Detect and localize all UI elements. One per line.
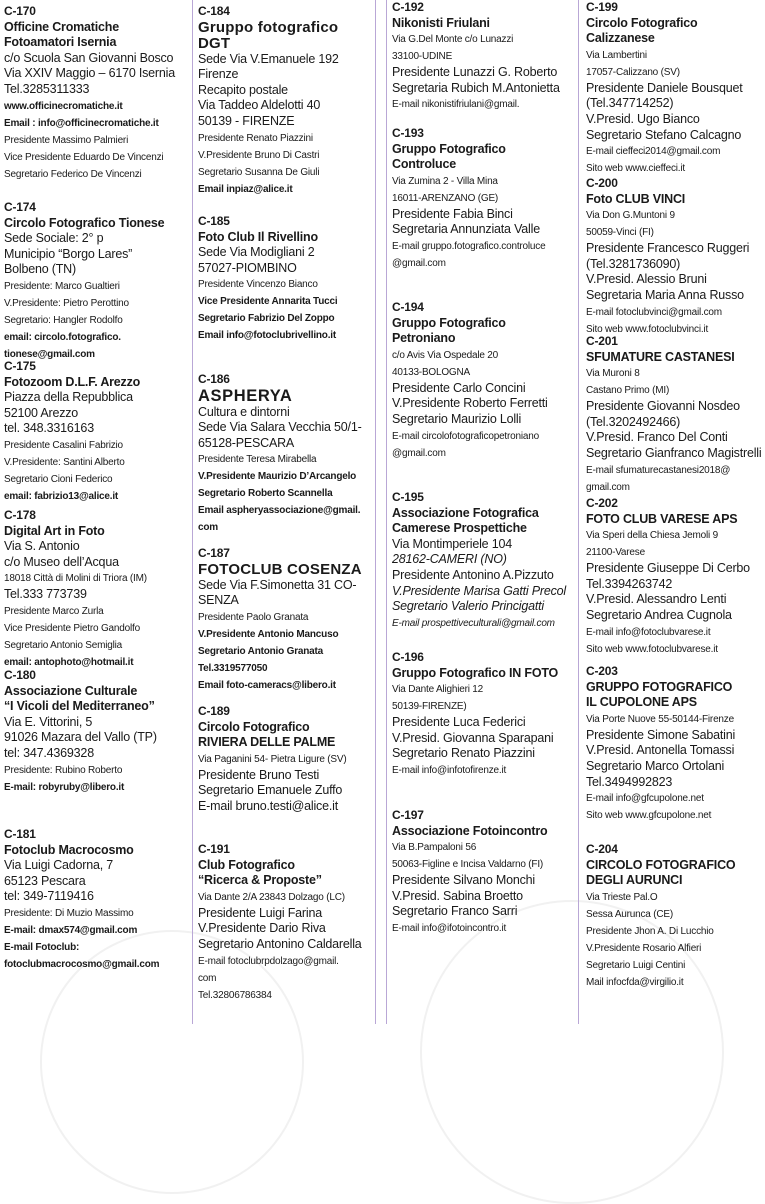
club-info-line: Presidente Marco Zurla (4, 605, 104, 617)
club-code: C-181 (4, 827, 36, 841)
club-info-line: Vice Presidente Annarita Tucci (198, 296, 338, 308)
club-code: C-191 (198, 842, 230, 856)
club-code: C-170 (4, 4, 36, 18)
directory-column-1 (4, 0, 190, 1024)
club-entry (198, 546, 373, 694)
club-entry (392, 300, 576, 462)
club-info-line: Presidente: Marco Gualtieri (4, 280, 120, 292)
club-info-line: V.Presidente Rosario Alfieri (586, 942, 702, 954)
club-info-line: tel: 349-7119416 (4, 889, 94, 904)
club-info-line: Via B.Pampaloni 56 (392, 842, 477, 854)
club-info-line: Segretario Marco Ortolani (586, 758, 725, 773)
club-info-line: tel: 347.4369328 (4, 745, 94, 760)
club-info-line: E-mail info@ifotoincontro.it (392, 922, 507, 934)
club-entry (4, 359, 190, 505)
club-info-line: Presidente Luca Federici (392, 715, 526, 730)
club-info-line: Club Fotografico (198, 857, 295, 872)
club-info-line: tel. 348.3316163 (4, 421, 94, 436)
club-entry (4, 4, 190, 183)
club-entry (198, 214, 373, 344)
club-info-line: Vice Presidente Eduardo De Vincenzi (4, 151, 164, 163)
club-info-line: Via G.Del Monte c/o Lunazzi (392, 34, 514, 46)
club-info-line: Segretario: Hangler Rodolfo (4, 314, 123, 326)
club-info-line: 17057-Calizzano (SV) (586, 66, 680, 78)
club-info-line: Gruppo Fotografico (392, 315, 506, 330)
club-info-line: “I Vicoli del Mediterraneo” (4, 699, 155, 714)
column-divider (375, 0, 376, 1024)
club-info-line: Presidente Lunazzi G. Roberto (392, 65, 558, 80)
club-info-line: Sito web www.cieffeci.it (586, 163, 685, 175)
club-info-line: 50059-Vinci (FI) (586, 227, 654, 239)
club-info-line: Presidente Massimo Palmieri (4, 134, 129, 146)
club-code: C-201 (586, 334, 618, 348)
club-code: C-187 (198, 546, 230, 560)
club-entry (586, 842, 764, 991)
club-info-line: RIVIERA DELLE PALME (198, 735, 336, 750)
club-code: C-204 (586, 842, 618, 856)
club-info-line: Presidente Paolo Granata (198, 611, 309, 623)
club-info-line: 91026 Mazara del Vallo (TP) (4, 730, 157, 745)
club-info-line: IL CUPOLONE APS (586, 695, 697, 710)
club-code: C-200 (586, 176, 618, 190)
club-info-line: Castano Primo (MI) (586, 385, 670, 397)
club-info-line: Petroniano (392, 331, 456, 346)
club-entry (4, 508, 190, 671)
club-code: C-203 (586, 664, 618, 678)
club-info-line: 50063-Figline e Incisa Valdarno (FI) (392, 859, 544, 871)
club-entry (198, 372, 373, 536)
club-info-line: E-mail sfumaturecastanesi2018@ (586, 464, 731, 476)
club-info-line: FOTO CLUB VARESE APS (586, 511, 738, 526)
club-info-line: (Tel.3281736090) (586, 256, 681, 271)
club-info-line: Via E. Vittorini, 5 (4, 714, 93, 729)
club-info-line: com (198, 972, 217, 984)
club-info-line: 40133-BOLOGNA (392, 366, 470, 378)
club-info-line: Bolbeno (TN) (4, 262, 76, 277)
club-entry (392, 808, 576, 937)
club-info-line: E-mail prospettiveculturali@gmail.com (392, 617, 555, 629)
club-info-line: 65123 Pescara (4, 873, 86, 888)
club-info-line: E-mail: robyruby@libero.it (4, 781, 125, 793)
club-info-line: Presidente Fabia Binci (392, 206, 513, 221)
club-info-line: gmail.com (586, 481, 630, 493)
club-code: C-180 (4, 668, 36, 682)
club-code: C-196 (392, 650, 424, 664)
club-info-line: Segretaria Maria Anna Russo (586, 287, 744, 302)
club-info-line: Via Dante 2/A 23843 Dolzago (LC) (198, 891, 345, 903)
club-info-line: V.Presidente Marisa Gatti Precol (392, 583, 566, 598)
club-info-line: Tel.3394263742 (586, 576, 673, 591)
club-info-line: Foto Club Il Rivellino (198, 229, 318, 244)
club-info-line: E-mail bruno.testi@alice.it (198, 798, 338, 813)
club-info-line: Sito web www.fotoclubvarese.it (586, 643, 718, 655)
club-info-line: Via Paganini 54- Pietra Ligure (SV) (198, 753, 347, 765)
club-info-line: Sede Via F.Simonetta 31 CO- (198, 577, 357, 592)
club-info-line: c/o Scuola San Giovanni Bosco (4, 50, 174, 65)
club-info-line: SFUMATURE CASTANESI (586, 349, 735, 364)
club-info-line: com (198, 522, 218, 534)
club-info-line: Calizzanese (586, 31, 655, 46)
club-info-line: V.Presid. Giovanna Sparapani (392, 730, 554, 745)
club-info-line: Sito web www.gfcupolone.net (586, 810, 712, 822)
club-info-line: E-mail fotoclubrpdolzago@gmail. (198, 955, 339, 967)
club-info-line: Circolo Fotografico (586, 15, 698, 30)
club-info-line: Via Luigi Cadorna, 7 (4, 858, 114, 873)
club-info-line: Via Don G.Muntoni 9 (586, 210, 675, 222)
club-info-line: V.Presid. Sabina Broetto (392, 888, 523, 903)
club-info-line: Segretario Gianfranco Magistrelli (586, 445, 762, 460)
club-info-line: Municipio “Borgo Lares” (4, 246, 133, 261)
club-info-line: Fotoclub Macrocosmo (4, 842, 134, 857)
club-info-line: Segretario Antonino Caldarella (198, 936, 362, 951)
club-info-line: Segretaria Annunziata Valle (392, 222, 540, 237)
club-info-line: 65128-PESCARA (198, 435, 295, 450)
club-info-line: SENZA (198, 593, 239, 608)
club-info-line: E-mail info@infotofirenze.it (392, 764, 507, 776)
club-info-line: DEGLI AURUNCI (586, 873, 683, 888)
club-info-line: ASPHERYA (198, 386, 293, 405)
club-info-line: CIRCOLO FOTOGRAFICO (586, 857, 736, 872)
club-info-line: Segretaria Rubich M.Antonietta (392, 80, 560, 95)
club-entry (586, 176, 764, 338)
club-info-line: V.Presid. Ugo Bianco (586, 111, 700, 126)
club-info-line: 33100-UDINE (392, 51, 453, 63)
club-info-line: (Tel.347714252) (586, 96, 674, 111)
club-info-line: Presidente Luigi Farina (198, 905, 322, 920)
club-code: C-194 (392, 300, 424, 314)
club-entry (392, 650, 576, 779)
club-info-line: tionese@gmail.com (4, 348, 95, 360)
club-info-line: Email info@fotoclubrivellino.it (198, 330, 336, 342)
club-info-line: Tel.3285311333 (4, 81, 90, 96)
club-info-line: (Tel.3202492466) (586, 414, 681, 429)
club-code: C-186 (198, 372, 230, 386)
club-info-line: Associazione Culturale (4, 683, 138, 698)
club-info-line: fotoclubmacrocosmo@gmail.com (4, 958, 160, 970)
club-info-line: E-mail circolofotograficopetroniano (392, 430, 539, 442)
club-code: C-178 (4, 508, 36, 522)
club-entry (392, 490, 576, 632)
club-info-line: Sede Sociale: 2° p (4, 231, 104, 246)
club-entry (586, 334, 764, 496)
club-info-line: Segretario Federico De Vincenzi (4, 168, 142, 180)
column-divider (578, 0, 579, 1024)
column-divider (386, 0, 387, 1024)
club-code: C-202 (586, 496, 618, 510)
club-code: C-199 (586, 0, 618, 14)
club-info-line: V.Presidente Maurizio D’Arcangelo (198, 471, 357, 483)
club-info-line: 21100-Varese (586, 547, 645, 559)
club-info-line: E-mail cieffeci2014@gmail.com (586, 146, 721, 158)
club-info-line: Via S. Antonio (4, 539, 80, 554)
club-info-line: email: antophoto@hotmail.it (4, 656, 134, 668)
club-info-line: E-mail fotoclubvinci@gmail.com (586, 306, 722, 318)
club-info-line: Vice Presidente Pietro Gandolfo (4, 622, 140, 634)
club-info-line: Presidente Giovanni Nosdeo (586, 399, 740, 414)
club-info-line: c/o Museo dell’Acqua (4, 554, 119, 569)
club-info-line: Segretario Antonio Semiglia (4, 639, 123, 651)
club-info-line: Piazza della Repubblica (4, 390, 133, 405)
club-info-line: Presidente Simone Sabatini (586, 727, 736, 742)
club-info-line: V.Presid. Antonella Tomassi (586, 743, 735, 758)
directory-column-2 (198, 0, 373, 1024)
club-info-line: Sede Via Salara Vecchia 50/1- (198, 420, 362, 435)
club-info-line: Fotozoom D.L.F. Arezzo (4, 374, 141, 389)
club-info-line: Presidente Antonino A.Pizzuto (392, 567, 554, 582)
club-code: C-189 (198, 704, 230, 718)
column-divider (192, 0, 193, 1024)
club-entry (198, 4, 373, 198)
club-info-line: Via Trieste Pal.O (586, 891, 658, 903)
club-info-line: Fotoamatori Isernia (4, 35, 117, 50)
club-info-line: Circolo Fotografico Tionese (4, 215, 165, 230)
club-info-line: 16011-ARENZANO (GE) (392, 192, 499, 204)
club-code: C-192 (392, 0, 424, 14)
club-info-line: Segretario Renato Piazzini (392, 746, 535, 761)
club-info-line: Tel.3319577050 (198, 662, 268, 674)
club-info-line: Tel.333 773739 (4, 587, 87, 602)
club-info-line: Presidente: Di Muzio Massimo (4, 907, 134, 919)
club-info-line: Presidente Carlo Concini (392, 380, 526, 395)
club-info-line: 18018 Città di Molini di Triora (IM) (4, 573, 147, 585)
club-info-line: “Ricerca & Proposte” (198, 873, 322, 888)
club-info-line: GRUPPO FOTOGRAFICO (586, 679, 733, 694)
club-info-line: Associazione Fotografica (392, 505, 539, 520)
club-info-line: Segretario Maurizio Lolli (392, 411, 522, 426)
club-info-line: Email aspheryassociazione@gmail. (198, 505, 361, 517)
club-info-line: Presidente Jhon A. Di Lucchio (586, 925, 714, 937)
club-info-line: 28162-CAMERI (NO) (392, 552, 507, 567)
club-info-line: E-mail nikonistifriulani@gmail. (392, 99, 520, 111)
club-info-line: E-mail info@gfcupolone.net (586, 793, 704, 805)
club-info-line: V.Presidente Roberto Ferretti (392, 396, 548, 411)
club-info-line: Foto CLUB VINCI (586, 191, 686, 206)
club-info-line: Presidente Bruno Testi (198, 767, 320, 782)
club-info-line: @gmail.com (392, 257, 446, 269)
club-info-line: Circolo Fotografico (198, 719, 310, 734)
club-entry (4, 668, 190, 796)
club-info-line: Email inpiaz@alice.it (198, 183, 293, 195)
club-info-line: Presidente Daniele Bousquet (586, 80, 743, 95)
club-info-line: @gmail.com (392, 447, 446, 459)
club-info-line: E-mail: dmax574@gmail.com (4, 924, 138, 936)
club-info-line: Mail infocfda@virgilio.it (586, 976, 684, 988)
club-info-line: Segretario Stefano Calcagno (586, 127, 742, 142)
club-code: C-185 (198, 214, 230, 228)
club-info-line: Presidente: Rubino Roberto (4, 764, 123, 776)
club-entry (586, 664, 764, 824)
club-info-line: Tel.3494992823 (586, 774, 673, 789)
club-info-line: Segretario Luigi Centini (586, 959, 686, 971)
club-info-line: Cultura e dintorni (198, 404, 290, 419)
club-info-line: Presidente Teresa Mirabella (198, 454, 317, 466)
club-info-line: 50139-FIRENZE) (392, 701, 467, 713)
club-entry (198, 704, 373, 815)
club-info-line: Associazione Fotoincontro (392, 823, 548, 838)
club-code: C-195 (392, 490, 424, 504)
club-info-line: Presidente Renato Piazzini (198, 132, 313, 144)
club-info-line: Sessa Aurunca (CE) (586, 908, 673, 920)
club-info-line: V.Presidente Dario Riva (198, 921, 326, 936)
club-info-line: E-mail gruppo.fotografico.controluce (392, 240, 546, 252)
club-code: C-184 (198, 4, 230, 18)
club-entry (586, 0, 764, 177)
club-entry (586, 496, 764, 658)
club-info-line: Sito web www.fotoclubvinci.it (586, 323, 709, 335)
club-info-line: Segretario Roberto Scannella (198, 488, 333, 500)
club-info-line: Presidente Vincenzo Bianco (198, 279, 318, 291)
club-info-line: email: fabrizio13@alice.it (4, 490, 119, 502)
club-info-line: 57027-PIOMBINO (198, 260, 297, 275)
club-info-line: DGT (198, 34, 231, 52)
club-info-line: Presidente Silvano Monchi (392, 873, 535, 888)
club-info-line: Camerese Prospettiche (392, 521, 527, 536)
club-info-line: Via Taddeo Aldelotti 40 (198, 98, 321, 113)
club-entry (392, 0, 576, 113)
club-entry (392, 126, 576, 272)
club-info-line: Presidente Giuseppe Di Cerbo (586, 561, 750, 576)
club-info-line: Via XXIV Maggio – 6170 Isernia (4, 66, 175, 81)
club-info-line: Sede Via Modigliani 2 (198, 245, 315, 260)
club-info-line: Email : info@officinecromatiche.it (4, 117, 159, 129)
directory-column-3 (392, 0, 576, 1024)
club-info-line: V.Presidente: Pietro Perottino (4, 297, 129, 309)
club-code: C-175 (4, 359, 36, 373)
club-info-line: Gruppo fotografico (198, 18, 339, 36)
club-info-line: www.officinecromatiche.it (4, 100, 123, 112)
club-info-line: Segretario Emanuele Zuffo (198, 783, 343, 798)
club-info-line: 52100 Arezzo (4, 405, 79, 420)
club-info-line: V.Presid. Franco Del Conti (586, 430, 728, 445)
club-info-line: Recapito postale (198, 82, 288, 97)
club-entry (198, 842, 373, 1004)
club-code: C-197 (392, 808, 424, 822)
club-info-line: email: circolo.fotografico. (4, 331, 121, 343)
club-info-line: Segretario Andrea Cugnola (586, 607, 732, 622)
club-info-line: Sede Via V.Emanuele 192 (198, 51, 339, 66)
club-info-line: Controluce (392, 157, 456, 172)
club-info-line: Segretario Cioni Federico (4, 473, 113, 485)
club-info-line: Segretario Franco Sarri (392, 904, 518, 919)
club-code: C-174 (4, 200, 36, 214)
club-info-line: V.Presidente: Santini Alberto (4, 456, 125, 468)
club-info-line: Via Montimperiele 104 (392, 536, 512, 551)
club-info-line: Firenze (198, 67, 239, 82)
club-info-line: Nikonisti Friulani (392, 15, 490, 30)
club-info-line: Via Dante Alighieri 12 (392, 684, 484, 696)
club-info-line: V.Presid. Alessandro Lenti (586, 592, 727, 607)
club-info-line: E-mail Fotoclub: (4, 941, 80, 953)
club-info-line: Presidente Francesco Ruggeri (586, 241, 750, 256)
club-info-line: Via Porte Nuove 55-50144-Firenze (586, 713, 734, 725)
club-info-line: Gruppo Fotografico IN FOTO (392, 665, 559, 680)
club-info-line: V.Presid. Alessio Bruni (586, 272, 707, 287)
club-info-line: Segretario Fabrizio Del Zoppo (198, 313, 335, 325)
club-info-line: Via Zumina 2 - Villa Mina (392, 175, 498, 187)
club-info-line: V.Presidente Bruno Di Castri (198, 149, 320, 161)
club-info-line: Tel.32806786384 (198, 989, 272, 1001)
club-info-line: Email foto-cameracs@libero.it (198, 679, 336, 691)
club-info-line: Officine Cromatiche (4, 19, 119, 34)
club-info-line: Presidente Casalini Fabrizio (4, 439, 123, 451)
club-code: C-193 (392, 126, 424, 140)
club-info-line: Segretario Susanna De Giuli (198, 166, 320, 178)
directory-column-4 (586, 0, 764, 1024)
club-info-line: c/o Avis Via Ospedale 20 (392, 349, 499, 361)
club-info-line: FOTOCLUB COSENZA (198, 560, 362, 578)
club-info-line: Gruppo Fotografico (392, 141, 506, 156)
club-info-line: Via Speri della Chiesa Jemoli 9 (586, 530, 719, 542)
club-info-line: Digital Art in Foto (4, 523, 105, 538)
club-entry (4, 827, 190, 973)
club-entry (4, 200, 190, 363)
club-info-line: 50139 - FIRENZE (198, 113, 295, 128)
club-info-line: E-mail info@fotoclubvarese.it (586, 626, 711, 638)
club-info-line: Via Lambertini (586, 49, 647, 61)
club-info-line: V.Presidente Antonio Mancuso (198, 628, 339, 640)
club-info-line: Via Muroni 8 (586, 368, 640, 380)
club-info-line: Segretario Antonio Granata (198, 645, 324, 657)
club-info-line: Segretario Valerio Princigatti (392, 599, 544, 614)
